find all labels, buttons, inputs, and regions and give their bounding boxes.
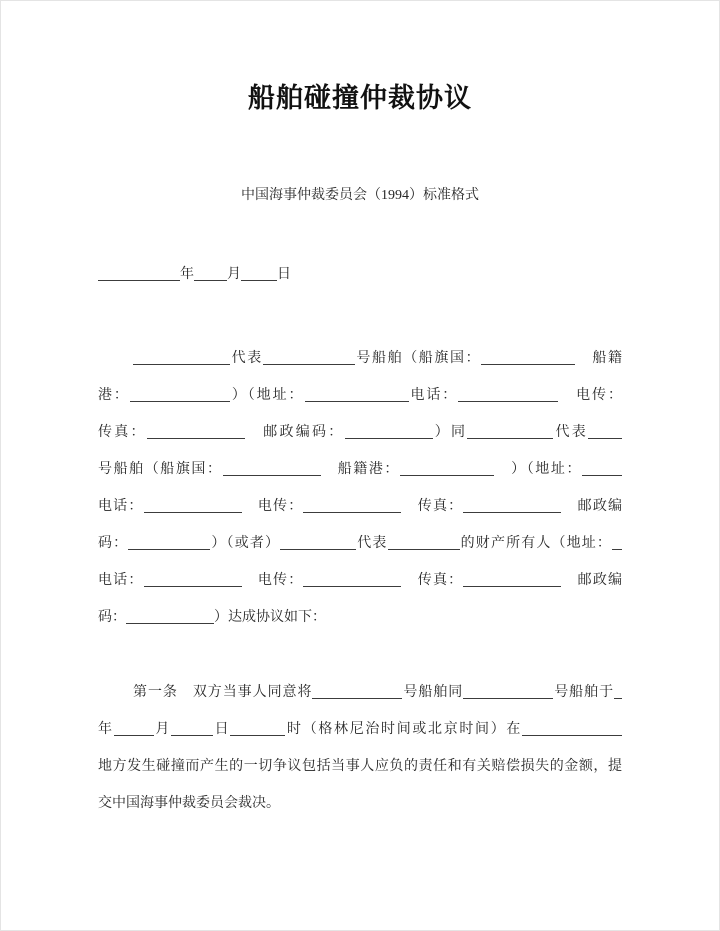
text-run: ）达成协议如下： [214, 610, 326, 625]
text-run: 时（格林尼治时间或北京时间）在 [285, 722, 523, 737]
text-run: 电传： [241, 573, 304, 588]
blank-field [612, 537, 622, 550]
document-line [98, 525, 622, 562]
blank-field [194, 268, 227, 281]
text-run: 的财产所有人（地址： [459, 536, 613, 551]
text-run: ）（地址： [229, 388, 305, 403]
document-subtitle: 中国海事仲裁委员会（1994）标准格式 [241, 188, 479, 203]
text-run: 船籍港： [320, 462, 401, 477]
blank-field [522, 723, 622, 736]
blank-field [263, 352, 355, 365]
blank-field [305, 389, 409, 402]
blank-field [126, 611, 214, 624]
text-run: 年 [180, 267, 194, 282]
text-run: 电话： [98, 499, 144, 514]
text-run: 交中国海事仲裁委员会裁决。 [98, 796, 280, 811]
document-line [98, 711, 622, 748]
blank-field [144, 574, 242, 587]
text-run: 号船舶同 [402, 685, 464, 700]
text-run: 传真： [401, 499, 464, 514]
text-run: 第一条 双方当事人同意将 [133, 685, 313, 700]
text-run: 年 [98, 722, 114, 737]
text-run: 传真： [401, 573, 464, 588]
blank-field [458, 389, 558, 402]
document-line [98, 488, 622, 525]
blank-field [463, 574, 561, 587]
text-run: 日 [277, 267, 291, 282]
blank-field [114, 723, 154, 736]
blank-field [241, 268, 277, 281]
blank-field [98, 268, 180, 281]
text-run: 地方发生碰撞而产生的一切争议包括当事人应负的责任和有关赔偿损失的金额，提 [98, 759, 622, 774]
blank-field [614, 686, 622, 699]
blank-field [345, 426, 433, 439]
paragraph [98, 340, 622, 636]
blank-field [467, 426, 553, 439]
text-run: 邮政编 [561, 499, 623, 514]
text-run: 月 [153, 722, 172, 737]
document-line [98, 451, 622, 488]
paragraph [98, 674, 622, 822]
text-run: 邮政编码： [244, 425, 345, 440]
text-run: 码： [98, 536, 129, 551]
blank-field [388, 537, 460, 550]
blank-field [582, 463, 622, 476]
text-run: ）（或者） [210, 536, 281, 551]
text-run: 号船舶于 [553, 685, 615, 700]
blank-field [130, 389, 230, 402]
text-run: 传真： [98, 425, 147, 440]
blank-field [463, 500, 561, 513]
blank-field [144, 500, 242, 513]
document-line [98, 562, 622, 599]
document-line [98, 340, 622, 377]
text-run: 电话： [98, 573, 144, 588]
blank-field [128, 537, 210, 550]
document-line [98, 377, 622, 414]
document-body [98, 340, 622, 822]
text-run: 代表 [230, 351, 263, 366]
text-run: 日 [213, 722, 231, 737]
document-line [98, 785, 622, 822]
blank-field [280, 537, 356, 550]
text-run: 电传： [241, 499, 304, 514]
blank-field [171, 723, 213, 736]
text-run: 电话： [408, 388, 459, 403]
document-line [98, 599, 622, 636]
text-run: 号船舶（船旗国： [354, 351, 482, 366]
blank-field [303, 574, 401, 587]
text-run: ）同 [432, 425, 468, 440]
text-run: 邮政编 [561, 573, 623, 588]
document-line [98, 414, 622, 451]
text-run: 月 [227, 267, 241, 282]
text-run: 代表 [553, 425, 588, 440]
date-line [98, 256, 622, 293]
document-content [98, 0, 622, 822]
text-run: 号船舶（船旗国： [98, 462, 223, 477]
text-run: 电传： [558, 388, 622, 403]
blank-field [133, 352, 230, 365]
blank-field [312, 686, 402, 699]
text-run: 码： [98, 610, 126, 625]
text-run: 代表 [356, 536, 388, 551]
blank-field [303, 500, 401, 513]
document-line [98, 674, 622, 711]
document-title: 船舶碰撞仲裁协议 [248, 83, 472, 113]
blank-field [230, 723, 285, 736]
blank-field [463, 686, 553, 699]
blank-field [223, 463, 321, 476]
document-line [98, 748, 622, 785]
text-run: 船籍 [575, 351, 623, 366]
text-run: 港： [98, 388, 130, 403]
blank-field [400, 463, 494, 476]
blank-field [588, 426, 622, 439]
blank-field [481, 352, 575, 365]
text-run: ）（地址： [494, 462, 583, 477]
blank-field [147, 426, 245, 439]
